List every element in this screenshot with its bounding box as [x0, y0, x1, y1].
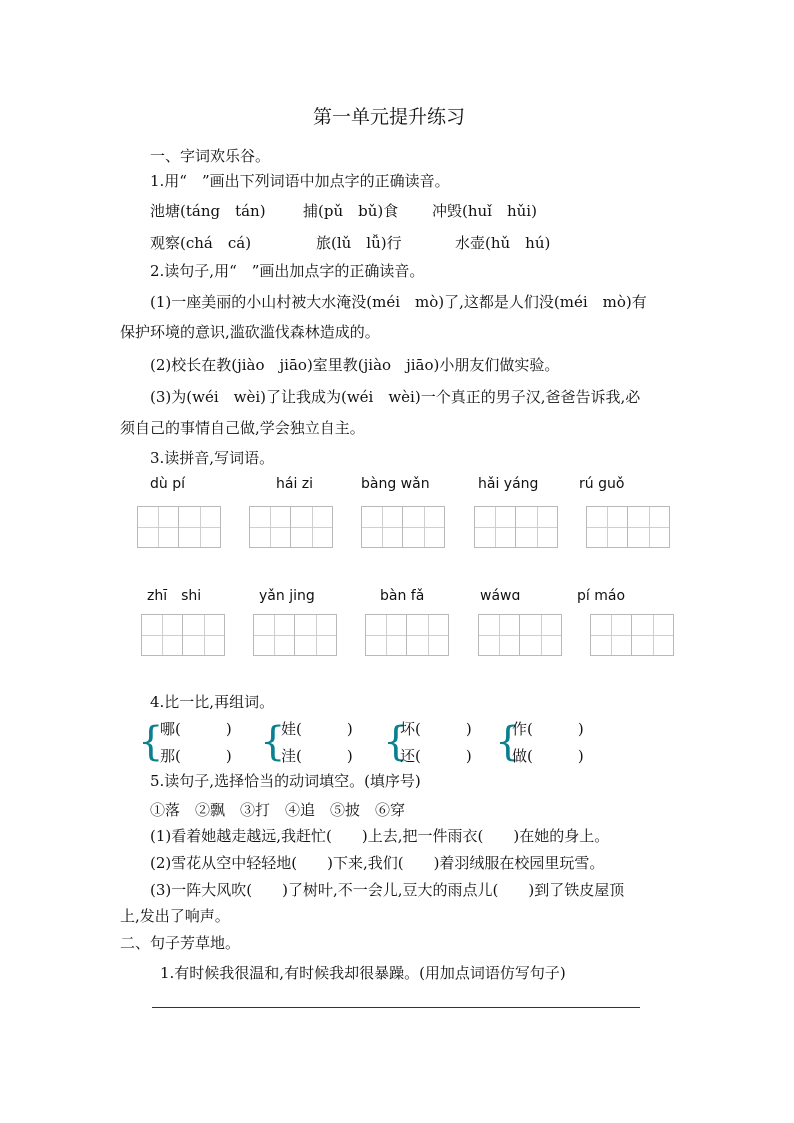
word-pair-item: 那( ) [160, 747, 232, 765]
q5-sentence: 上,发出了响声。 [120, 907, 230, 925]
q2-prompt: 2.读句子,用“ ”画出加点字的正确读音。 [150, 262, 425, 280]
writing-grid[interactable] [249, 506, 333, 548]
q1-item: 旅(lǔ lǚ)行 [316, 234, 402, 252]
q1-item: 观察(chá cá) [150, 234, 252, 252]
q1-item: 冲毁(huǐ hǔi) [432, 202, 537, 220]
writing-grid[interactable] [474, 506, 558, 548]
page-title: 第一单元提升练习 [313, 106, 466, 128]
writing-grid[interactable] [361, 506, 445, 548]
word-pair-item: 哪( ) [160, 720, 232, 738]
q4-prompt: 4.比一比,再组词。 [150, 693, 275, 711]
word-pair-item: 坏( ) [400, 720, 472, 738]
word-pair-item: 作( ) [512, 720, 584, 738]
writing-grid[interactable] [137, 506, 221, 548]
pinyin-label: hǎi yáng [478, 476, 539, 492]
pinyin-label: dù pí [150, 476, 185, 492]
q1-item: 捕(pǔ bǔ)食 [303, 202, 399, 220]
writing-grid[interactable] [478, 614, 562, 656]
pinyin-label: bàn fǎ [380, 588, 425, 604]
q2-sentence: (2)校长在教(jiào jiāo)室里教(jiào jiāo)小朋友们做实验。 [150, 356, 560, 374]
q3-prompt: 3.读拼音,写词语。 [150, 449, 275, 467]
q5-options: ①落 ②飘 ③打 ④追 ⑤披 ⑥穿 [150, 801, 406, 819]
writing-grid[interactable] [586, 506, 670, 548]
q2-sentence: (3)为(wéi wèi)了让我成为(wéi wèi)一个真正的男子汉,爸爸告诉我,必 [150, 388, 641, 406]
q1-item: 池塘(táng tán) [150, 202, 266, 220]
pinyin-label: yǎn jing [259, 588, 315, 604]
word-pair-item: 还( ) [400, 747, 472, 765]
word-pair-item: 洼( ) [281, 747, 353, 765]
part2-q1-prompt: 1.有时候我很温和,有时候我却很暴躁。(用加点词语仿写句子) [160, 964, 566, 982]
pinyin-label: pí máo [577, 588, 626, 604]
writing-grid[interactable] [590, 614, 674, 656]
word-pair-item: 做( ) [512, 747, 584, 765]
brace-icon: { [138, 719, 164, 765]
pinyin-label: zhī shi [147, 588, 202, 604]
brace-icon: { [260, 719, 286, 765]
pinyin-label: bàng wǎn [361, 476, 430, 492]
q1-prompt: 1.用“ ”画出下列词语中加点字的正确读音。 [150, 172, 450, 190]
word-pair-item: 娃( ) [281, 720, 353, 738]
q5-sentence: (1)看着她越走越远,我赶忙( )上去,把一件雨衣( )在她的身上。 [150, 827, 610, 845]
brace-icon: { [495, 719, 521, 765]
q1-item: 水壶(hǔ hú) [455, 234, 551, 252]
q2-sentence: (1)一座美丽的小山村被大水淹没(méi mò)了,这都是人们没(méi mò)有 [150, 293, 647, 311]
pinyin-label: rú guǒ [579, 476, 625, 492]
answer-line[interactable] [152, 1007, 640, 1008]
q5-sentence: (2)雪花从空中轻轻地( )下来,我们( )着羽绒服在校园里玩雪。 [150, 854, 605, 872]
part2-heading: 二、句子芳草地。 [120, 934, 241, 952]
writing-grid[interactable] [365, 614, 449, 656]
q2-sentence: 须自己的事情自己做,学会独立自主。 [120, 419, 365, 437]
q5-prompt: 5.读句子,选择恰当的动词填空。(填序号) [150, 772, 421, 790]
writing-grid[interactable] [141, 614, 225, 656]
pinyin-label: wáwɑ [480, 588, 521, 604]
writing-grid[interactable] [253, 614, 337, 656]
pinyin-label: hái zi [276, 476, 314, 492]
brace-icon: { [383, 719, 409, 765]
q5-sentence: (3)一阵大风吹( )了树叶,不一会儿,豆大的雨点儿( )到了铁皮屋顶 [150, 881, 625, 899]
part1-heading: 一、字词欢乐谷。 [150, 147, 271, 165]
q2-sentence: 保护环境的意识,滥砍滥伐森林造成的。 [120, 323, 380, 341]
